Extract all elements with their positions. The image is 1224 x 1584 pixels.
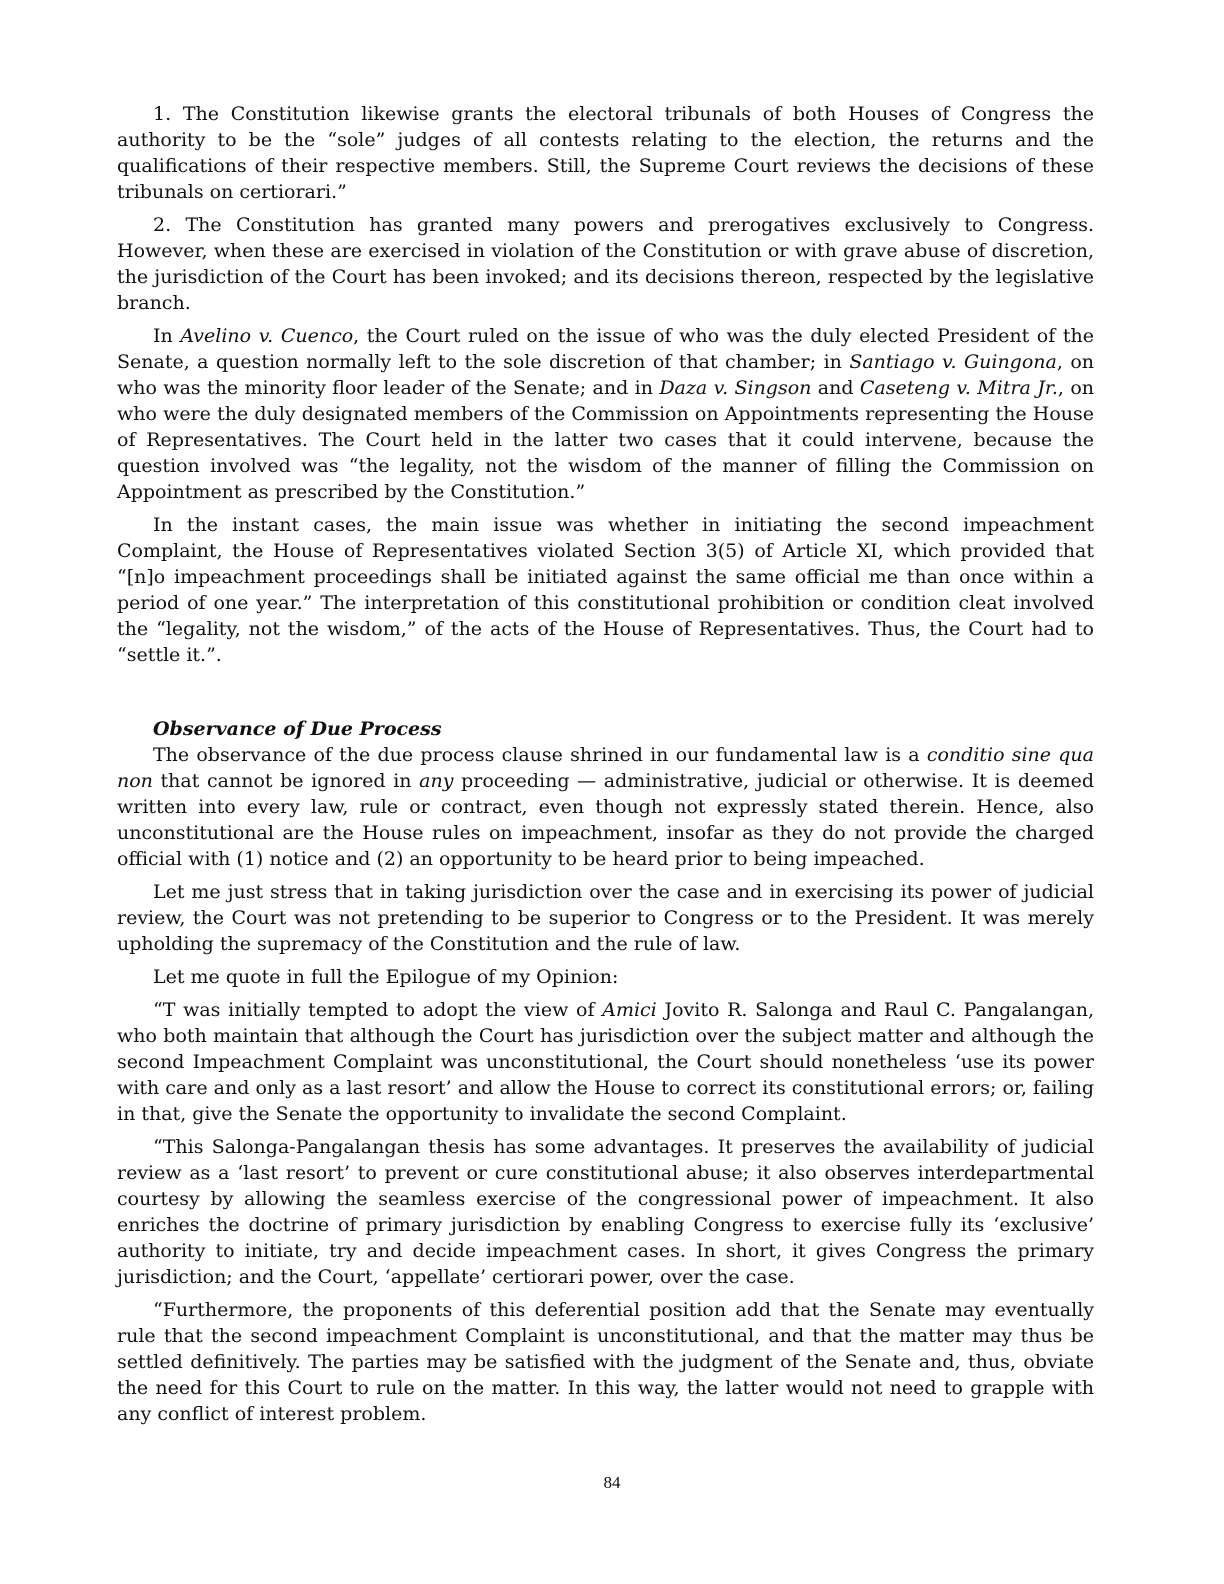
paragraph-salonga-thesis: “This Salonga-Pangalangan thesis has some advantages. It preserves the availability of judicial review as a ‘last resort’ to prevent or cure constitutional abuse; it also observes interdepartmental courtesy by allowing the seamless exercise of the congressional power of impeachment. It also enriches the doctrine of primary jurisdiction by enabling Congress to exercise fully its ‘exclusive’ authority to initiate, try and decide impeachment cases. In short, it gives Congress the primary jurisdiction; and the Court, ‘appellate’ certiorari power, over the case.	[117, 1136, 1094, 1288]
case-name: Caseteng v. Mitra Jr.	[859, 377, 1058, 399]
paragraph-case-precedents: In Avelino v. Cuenco, the Court ruled on the issue of who was the duly elected President of the Senate, a question normally left to the sole discretion of that chamber; in Santiago v. Guingona, on who was the minority floor leader of the Senate; and in Daza v. Singson and Caseteng v. Mitra Jr., on who were the duly designated members of the Commission on Appointments representing the House of Representatives. The Court held in the latter two cases that it could intervene, because the question involved was “the legality, not the wisdom of the manner of filling the Commission on Appointment as prescribed by the Constitution.”	[117, 325, 1094, 503]
latin-term: Amici	[602, 999, 657, 1021]
paragraph-deferential-position: “Furthermore, the proponents of this deferential position add that the Senate may eventually rule that the second impeachment Complaint is unconstitutional, and that the matter may thus be settled definitively. The parties may be satisfied with the judgment of the Senate and, thus, obviate the need for this Court to rule on the matter. In this way, the latter would not need to grapple with any conflict of interest problem.	[117, 1299, 1094, 1425]
emphasis: any	[419, 770, 454, 792]
paragraph-due-process: The observance of the due process clause shrined in our fundamental law is a conditio sine qua non that cannot be ignored in any proceeding — administrative, judicial or otherwise. It is deemed written into every law, rule or contract, even though not expressly stated therein. Hence, also unconstitutional are the House rules on impeachment, insofar as they do not provide the charged official with (1) notice and (2) an opportunity to be heard prior to being impeached.	[117, 744, 1094, 870]
page-number: 84	[603, 1473, 621, 1492]
case-name: Avelino v. Cuenco	[180, 325, 354, 347]
case-name: Santiago v. Guingona	[849, 351, 1057, 373]
paragraph-epilogue-intro: Let me quote in full the Epilogue of my Opinion:	[153, 966, 619, 988]
paragraph-judicial-review: Let me just stress that in taking jurisdiction over the case and in exercising its power of judicial review, the Court was not pretending to be superior to Congress or to the President. It was merely upholding the supremacy of the Constitution and the rule of law.	[117, 881, 1094, 955]
latin-phrase: conditio sine qua non	[117, 744, 1094, 792]
section-heading: Observance of Due Process	[153, 718, 442, 740]
document-page	[117, 101, 1094, 1427]
paragraph-powers-of-congress: 2. The Constitution has granted many powers and prerogatives exclusively to Congress. However, when these are exercised in violation of the Constitution or with grave abuse of discretion, the jurisdiction of the Court has been invoked; and its decisions thereon, respected by the legislative branch.	[117, 214, 1094, 314]
paragraph-instant-cases: In the instant cases, the main issue was whether in initiating the second impeachment Complaint, the House of Representatives violated Section 3(5) of Article XI, which provided that “[n]o impeachment proceedings shall be initiated against the same official me than once within a period of one year.” The interpretation of this constitutional prohibition or condition cleat involved the “legality, not the wisdom,” of the acts of the House of Representatives. Thus, the Court had to “settle it.”.	[117, 514, 1094, 666]
case-name: Daza v. Singson	[659, 377, 812, 399]
paragraph-electoral-tribunals: 1. The Constitution likewise grants the electoral tribunals of both Houses of Congress the authority to be the “sole” judges of all contests relating to the election, the returns and the qualifications of their respective members. Still, the Supreme Court reviews the decisions of these tribunals on certiorari.”	[117, 103, 1094, 203]
paragraph-amici-view: “T was initially tempted to adopt the view of Amici Jovito R. Salonga and Raul C. Pangalangan, who both maintain that although the Court has jurisdiction over the subject matter and although the second Impeachment Complaint was unconstitutional, the Court should nonetheless ‘use its power with care and only as a last resort’ and allow the House to correct its constitutional errors; or, failing in that, give the Senate the opportunity to invalidate the second Complaint.	[117, 999, 1094, 1125]
